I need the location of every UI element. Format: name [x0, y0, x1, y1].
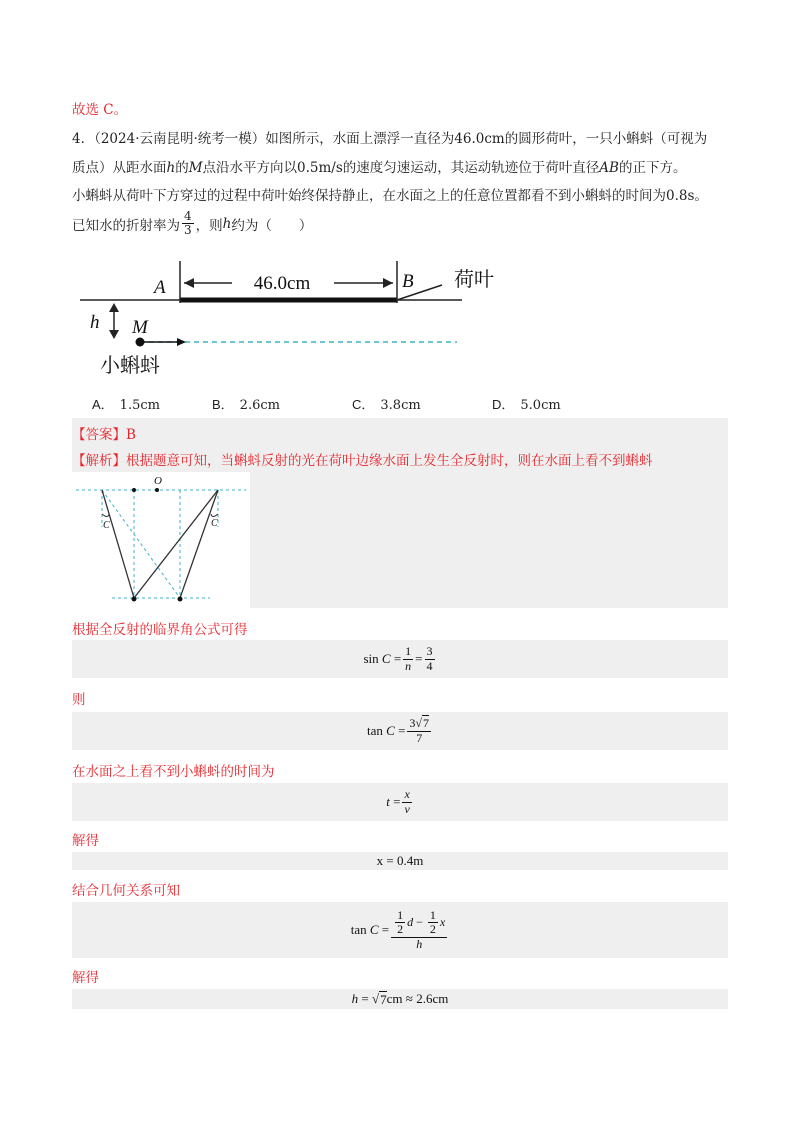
point-top-left [132, 488, 136, 492]
question-line-4: 已知水的折射率为 $\frac{4}{3}$ ，则 h 约为（ ） [72, 209, 313, 238]
option-b: B． 2.6cm [212, 397, 280, 413]
dimension-arrowhead-right [383, 278, 393, 288]
formula-tan-c: tan C = $\frac{3√7}{7}$ [72, 712, 728, 750]
question-number: 4． [72, 131, 95, 147]
formula-x: x = 0.4m [72, 852, 728, 870]
label-m: M [132, 317, 148, 338]
tadpole-point-m [136, 338, 145, 347]
formula-h-result: h = √ 7 cm ≈ 2.6cm [72, 989, 728, 1009]
dimension-label: 46.0cm [253, 273, 311, 294]
answer-line: 【答案】B [72, 427, 136, 443]
step-3-text: 在水面之上看不到小蝌蚪的时间为 [72, 764, 275, 780]
formula-tan-geometry: tan C = $\frac{1}{2}$ d − $\frac{1}{2}$ x h [72, 902, 728, 958]
analysis-line: 【解析】根据题意可知，当蝌蚪反射的光在荷叶边缘水面上发生全反射时，则在水面上看不到蝌蚪 [72, 453, 653, 469]
point-bottom-left [132, 597, 137, 602]
lotus-leaf-figure [72, 255, 512, 385]
total-reflection-figure [72, 472, 250, 608]
label-a: A [154, 277, 166, 298]
question-line-1: 4．（2024·云南昆明·统考一模）如图所示，水面上漂浮一直径为46.0cm的圆形荷叶，一只小蝌蚪（可视为 [72, 131, 708, 147]
step-1-text: 根据全反射的临界角公式可得 [72, 622, 248, 638]
previous-answer: 故选 C。 [72, 102, 128, 118]
depth-arrowhead-down [109, 330, 119, 339]
point-bottom-right [178, 597, 183, 602]
option-a: A． 1.5cm [92, 397, 160, 413]
label-b: B [402, 271, 414, 292]
step-5-text: 结合几何关系可知 [72, 883, 180, 899]
tadpole-label: 小蝌蚪 [100, 353, 160, 377]
label-h: h [90, 312, 100, 333]
point-o [155, 488, 159, 492]
label-c-right: C [211, 518, 218, 529]
leaf-label: 荷叶 [454, 267, 494, 291]
question-line-3: 小蝌蚪从荷叶下方穿过的过程中荷叶始终保持静止，在水面之上的任意位置都看不到小蝌蚪的时间为0.8s。 [72, 188, 708, 204]
label-c-left: C [103, 520, 110, 531]
formula-time: t = $\frac{x}{v}$ [72, 783, 728, 821]
step-2-text: 则 [72, 692, 86, 708]
velocity-arrowhead [177, 338, 186, 346]
question-line-2: 质点）从距水面h的M点沿水平方向以0.5m/s的速度匀速运动，其运动轨迹位于荷叶直径AB的正下方。 [72, 160, 687, 176]
label-o: O [154, 475, 162, 487]
option-d: D． 5.0cm [492, 397, 561, 413]
figure2-background [72, 472, 250, 608]
formula-sin-c: sin C = $\frac{1}{n}$ = $\frac{3}{4}$ [72, 640, 728, 678]
depth-arrowhead-up [109, 303, 119, 312]
step-6-text: 解得 [72, 970, 99, 986]
dimension-arrowhead-left [184, 278, 194, 288]
refraction-index-fraction: $\frac{4}{3}$ [184, 209, 192, 238]
option-c: C． 3.8cm [352, 397, 421, 413]
step-4-text: 解得 [72, 833, 99, 849]
